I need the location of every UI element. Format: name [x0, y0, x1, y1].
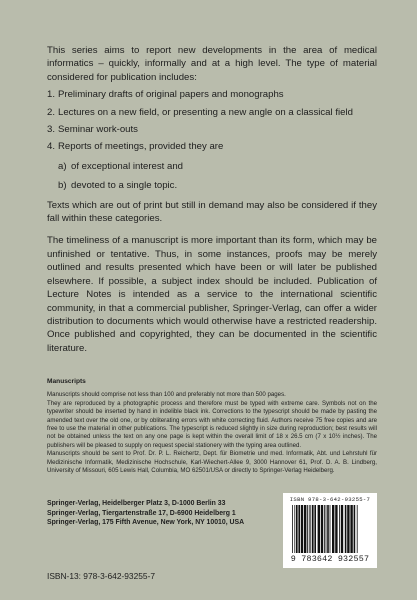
barcode-bar: [321, 505, 323, 553]
list-item: 4. Reports of meetings, provided they are a) of exceptional interest and b) devoted to a single topic.: [47, 140, 377, 192]
barcode-bar: [307, 505, 308, 553]
list-item: 1. Preliminary drafts of original papers and monographs: [47, 89, 284, 101]
barcode-bar: [324, 505, 325, 553]
meeting-conditions-list: [58, 160, 377, 193]
barcode-bar: [298, 505, 300, 553]
timeliness-paragraph: The timeliness of a manuscript is more important than its form, which may be unfinished or tentative. Thus, in some instances, proofs may be merely outlined and results presented which have been or will later be published elsewhere. If possible, a subject index should be included. Publication of Lecture Notes is intended as a service to the international scientific community, in that a commercial publisher, Springer-Verlag, can offer a wider distribution to documents which would otherwise have a restricted readership. Once published and copyrighted, they can be documented in the scientific literature.: [47, 235, 377, 354]
barcode-bar: [301, 505, 303, 553]
manuscripts-submission: Manuscripts should be sent to Prof. Dr. P. L. Reichertz, Dept. für Biometrie und med. Informatik, Abt. und Lehrstuhl für Medizinische Informatik, Medizinische Hochschule, Karl-Wiechert-Allee 9, 3000 Hannover 61, Prof. D. A. B. Lindberg, University of Missouri, 605 Lewis Hall, Columbia, MO 62501/USA or directly to Springer-Verlag Heidelberg.: [47, 450, 377, 475]
list-item: 3. Seminar work-outs: [47, 124, 138, 136]
address-new-york: Springer-Verlag, 175 Fifth Avenue, New York, NY 10010, USA: [47, 519, 245, 527]
list-item: 2. Lectures on a new field, or presenting a new angle on a classical field: [47, 106, 353, 118]
series-lead: This series aims to report new developments in the area of medical informatics – quickly, informally and at a high level. The type of material considered for publication includes:: [47, 45, 377, 83]
barcode-bar: [341, 505, 343, 553]
barcode-bar: [347, 505, 349, 553]
barcode-bar: [327, 505, 329, 553]
barcode-isbn-label: ISBN 978-3-642-93255-7: [289, 496, 371, 503]
barcode-bar: [326, 505, 327, 553]
sub-list-item: b) devoted to a single topic.: [58, 180, 178, 192]
barcode-bar: [292, 505, 293, 553]
address-heidelberg: Springer-Verlag, Tiergartenstraße 17, D-6900 Heidelberg 1: [47, 509, 236, 517]
barcode-bar: [310, 505, 311, 553]
barcode-bars: [290, 505, 370, 553]
barcode-bar: [304, 505, 306, 553]
material-types-list: [47, 88, 377, 192]
barcode-bar: [345, 505, 347, 553]
manuscripts-heading: Manuscripts: [47, 378, 86, 385]
barcode-bar: [330, 505, 331, 553]
barcode-bar: [332, 505, 334, 553]
address-berlin: Springer-Verlag, Heidelberger Platz 3, D-1000 Berlin 33: [47, 500, 226, 507]
barcode-bar: [357, 505, 358, 553]
barcode-bar: [294, 505, 295, 553]
series-description: [47, 44, 377, 355]
barcode-bar: [350, 505, 352, 553]
barcode-bar: [335, 505, 337, 553]
isbn-13: ISBN-13: 978-3-642-93255-7: [47, 571, 156, 581]
barcode-bar: [339, 505, 340, 553]
barcode-bar: [296, 505, 298, 553]
barcode-bar: [354, 505, 356, 553]
out-of-print-paragraph: Texts which are out of print but still in demand may also be considered if they fall within these categories.: [47, 199, 377, 225]
barcode-bar: [314, 505, 316, 553]
manuscripts-length: Manuscripts should comprise not less than 100 and preferably not more than 500 pages.: [47, 391, 286, 399]
isbn-barcode: [283, 493, 377, 568]
barcode-bar: [318, 505, 320, 553]
publisher-addresses: [47, 499, 277, 528]
sub-list-item: a) of exceptional interest and: [58, 160, 184, 172]
barcode-digits: 9 783642 932557: [290, 554, 370, 564]
manuscripts-section: [47, 378, 377, 475]
barcode-bar: [309, 505, 310, 553]
barcode-bar: [312, 505, 314, 553]
manuscripts-instructions: They are reproduced by a photographic process and therefore must be typed with extreme care. Symbols not on the typewriter should be inserted by hand in indelible black ink. Corrections to the typescript should be made by pasting the amended text over the old one, or by obliterating errors with white correcting fluid. Authors receive 75 free copies and are free to use the material in other publications. The typescript is reduced slightly in size during reproduction; best results will not be obtained unless the text on any one page is kept within the overall limit of 18 x 26.5 cm (7 x 10½ inches). The publishers will be pleased to supply on request special stationery with the typing area outlined.: [47, 399, 377, 449]
